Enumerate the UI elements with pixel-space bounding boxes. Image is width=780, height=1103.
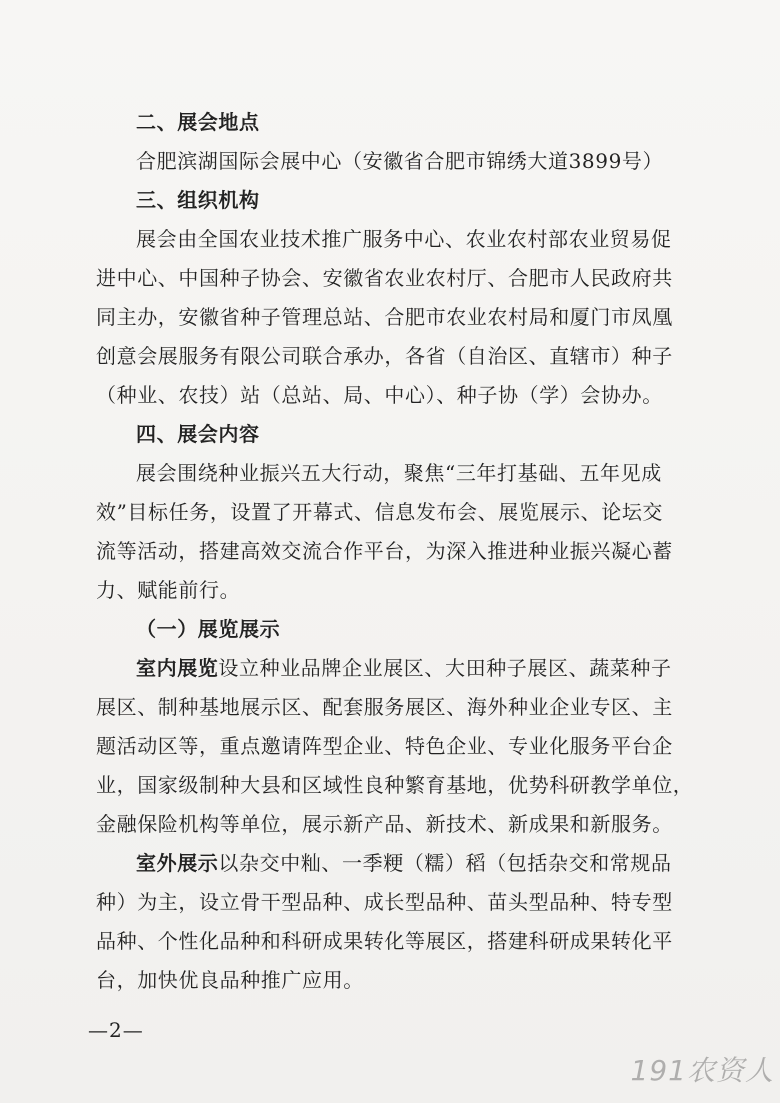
watermark-logo: 191农资人 bbox=[630, 1054, 774, 1087]
paragraph-line: 效”目标任务，设置了开幕式、信息发布会、展览展示、论坛交 bbox=[96, 500, 664, 524]
paragraph-line: 题活动区等，重点邀请阵型企业、特色企业、专业化服务平台企 bbox=[96, 734, 673, 758]
location-text: 合肥滨湖国际会展中心（安徽省合肥市锦绣大道3899号） bbox=[136, 149, 664, 173]
paragraph-line: 展会由全国农业技术推广服务中心、农业农村部农业贸易促 bbox=[136, 227, 672, 251]
section-heading-location: 二、展会地点 bbox=[136, 110, 260, 134]
paragraph-line: 同主办，安徽省种子管理总站、合肥市农业农村局和厦门市凤凰 bbox=[96, 305, 673, 329]
outdoor-label: 室外展示 bbox=[136, 851, 219, 875]
paragraph-line: （种业、农技）站（总站、局、中心）、种子协（学）会协办。 bbox=[96, 383, 663, 407]
paragraph-line: 金融保险机构等单位，展示新产品、新技术、新成果和新服务。 bbox=[96, 812, 673, 836]
outdoor-text: 以杂交中籼、一季粳（糯）稻（包括杂交和常规品 bbox=[218, 851, 672, 875]
page-number: —2— bbox=[88, 1018, 144, 1042]
paragraph-line: 台，加快优良品种推广应用。 bbox=[96, 968, 364, 992]
paragraph-line: 流等活动，搭建高效交流合作平台，为深入推进种业振兴凝心蓄 bbox=[96, 539, 673, 563]
section-heading-content: 四、展会内容 bbox=[136, 422, 260, 446]
paragraph-line: 展区、制种基地展示区、配套服务展区、海外种业企业专区、主 bbox=[96, 695, 673, 719]
document-body bbox=[96, 108, 694, 1005]
indoor-text: 设立种业品牌企业展区、大田种子展区、蔬菜种子 bbox=[218, 656, 672, 680]
paragraph-line: 展会围绕种业振兴五大行动，聚焦“三年打基础、五年见成 bbox=[136, 461, 662, 485]
subsection-heading-exhibition: （一）展览展示 bbox=[136, 617, 281, 641]
paragraph-line: 业，国家级制种大县和区域性良种繁育基地，优势科研教学单位， bbox=[96, 773, 694, 797]
paragraph-line: 种）为主，设立骨干型品种、成长型品种、苗头型品种、特专型 bbox=[96, 890, 673, 914]
paragraph-line: 进中心、中国种子协会、安徽省农业农村厅、合肥市人民政府共 bbox=[96, 266, 673, 290]
paragraph-line: 品种、个性化品种和科研成果转化等展区，搭建科研成果转化平 bbox=[96, 929, 673, 953]
indoor-label: 室内展览 bbox=[136, 656, 219, 680]
section-heading-organization: 三、组织机构 bbox=[136, 188, 260, 212]
paragraph-line: 力、赋能前行。 bbox=[96, 578, 241, 602]
indoor-paragraph-first-line bbox=[96, 654, 680, 683]
outdoor-paragraph-first-line bbox=[96, 849, 680, 878]
paragraph-line: 创意会展服务有限公司联合承办，各省（自治区、直辖市）种子 bbox=[96, 344, 673, 368]
